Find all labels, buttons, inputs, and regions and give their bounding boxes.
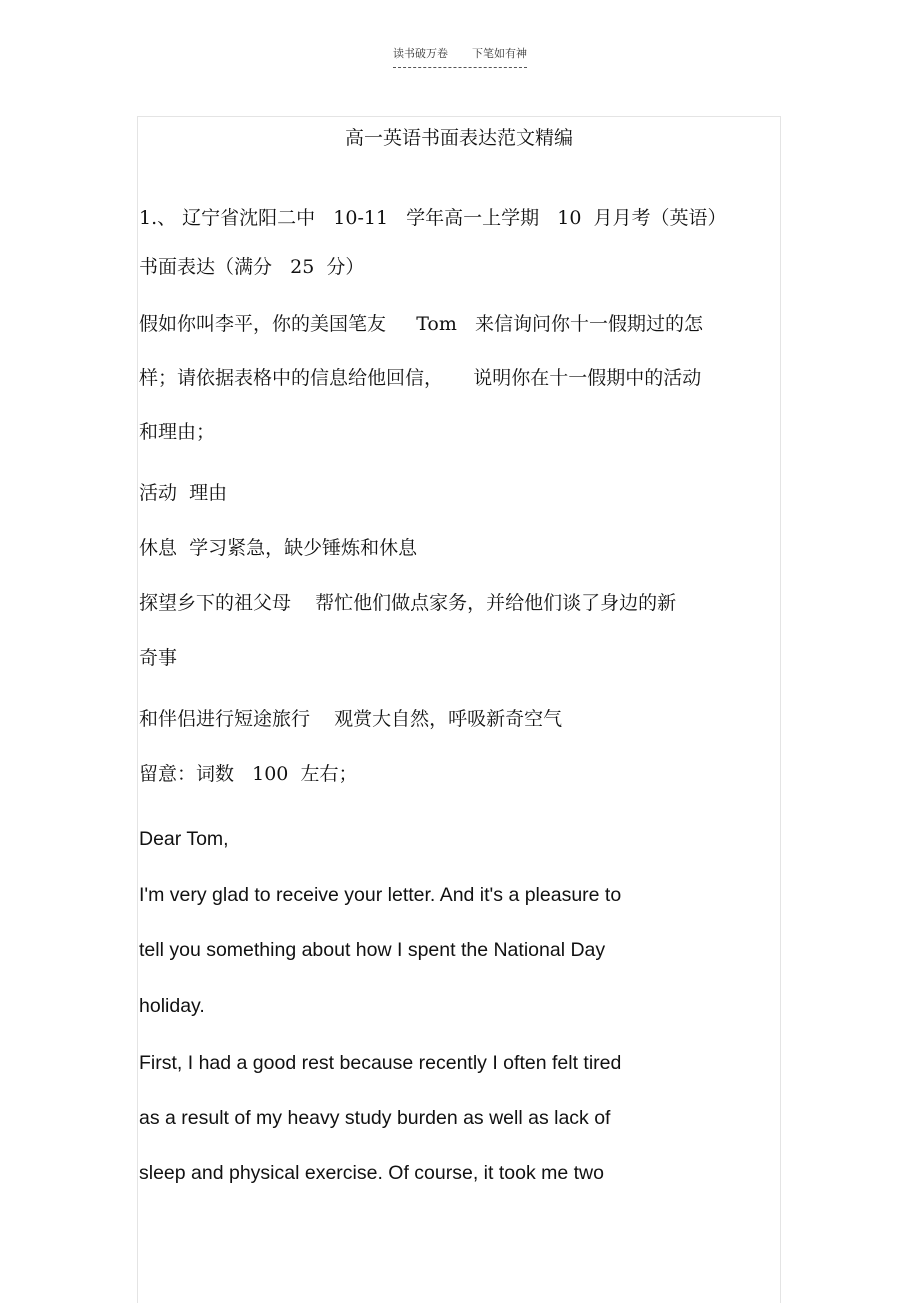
page-header bbox=[0, 42, 920, 68]
letter-salutation: Dear Tom, bbox=[139, 828, 229, 850]
table-row-visit: 探望乡下的祖父母 帮忙他们做点家务，并给他们谈了身边的新 bbox=[139, 592, 677, 614]
header-motto bbox=[393, 45, 527, 68]
letter-line-1: I'm very glad to receive your letter. And it's a pleasure to bbox=[139, 884, 622, 906]
body-line-4: 样；请依据表格中的信息给他回信， 说明你在十一假期中的活动 bbox=[139, 367, 702, 389]
note-line: 留意：词数 100 左右； bbox=[139, 763, 358, 785]
letter-line-4: First, I had a good rest because recently I often felt tired bbox=[139, 1052, 622, 1074]
document-title: 高一英语书面表达范文精编 bbox=[344, 127, 573, 149]
body-line-3: 假如你叫李平，你的美国笔友 Tom 来信询问你十一假期过的怎 bbox=[139, 313, 703, 335]
table-row-trip: 和伴侣进行短途旅行 观赏大自然，呼吸新奇空气 bbox=[139, 708, 563, 730]
header-right-text: 下笔如有神 bbox=[472, 47, 527, 60]
letter-line-5: as a result of my heavy study burden as well as lack of bbox=[139, 1107, 611, 1129]
table-row-visit-cont: 奇事 bbox=[139, 647, 178, 669]
letter-line-6: sleep and physical exercise. Of course, it took me two bbox=[139, 1162, 604, 1184]
header-left-text: 读书破万卷 bbox=[393, 47, 448, 60]
table-header-line: 活动 理由 bbox=[139, 482, 228, 504]
body-line-2: 书面表达（满分 25 分） bbox=[139, 256, 365, 278]
table-row-rest: 休息 学习紧急，缺少锤炼和休息 bbox=[139, 537, 418, 559]
body-line-5: 和理由； bbox=[139, 421, 216, 443]
body-line-1: 1.、 辽宁省沈阳二中 10-11 学年高一上学期 10 月月考（英语） bbox=[139, 207, 727, 229]
letter-line-3: holiday. bbox=[139, 995, 205, 1017]
letter-line-2: tell you something about how I spent the National Day bbox=[139, 939, 606, 961]
